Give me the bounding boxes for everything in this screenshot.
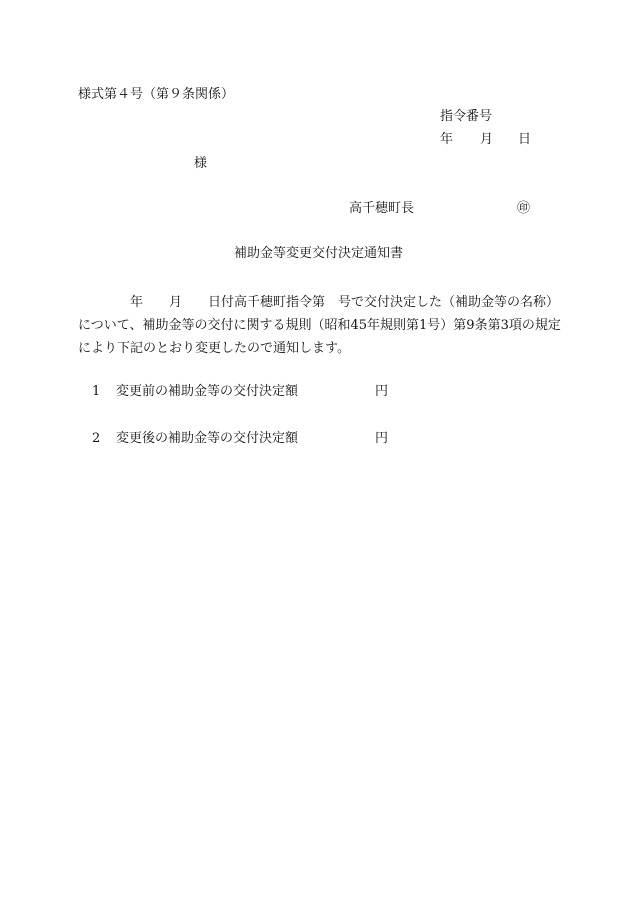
command-number-label: 指令番号 xyxy=(440,109,493,124)
date-day: 日 xyxy=(518,132,532,147)
body-line-3: により下記のとおり変更したので通知します。 xyxy=(78,341,350,356)
date-year: 年 xyxy=(440,132,454,147)
addressee-suffix: 様 xyxy=(194,156,208,171)
sender-name: 高千穂町長 xyxy=(349,201,415,216)
form-reference: 様式第４号（第９条関係） xyxy=(78,87,235,102)
item-number: 2 xyxy=(92,431,101,446)
item-before-amount xyxy=(92,383,389,401)
date-month: 月 xyxy=(480,132,494,147)
body-paragraph xyxy=(78,291,561,360)
seal-mark: ㊞ xyxy=(517,201,531,216)
document-title: 補助金等変更交付決定通知書 xyxy=(234,246,404,261)
date-line xyxy=(440,131,531,149)
item-label: 変更前の補助金等の交付決定額 xyxy=(116,384,299,399)
item-label: 変更後の補助金等の交付決定額 xyxy=(116,431,299,446)
item-unit: 円 xyxy=(375,431,389,446)
item-after-amount xyxy=(92,430,389,448)
body-line-2: について、補助金等の交付に関する規則（昭和45年規則第1号）第9条第3項の規定 xyxy=(78,318,561,333)
body-line-1: 年 月 日付高千穂町指令第 号で交付決定した（補助金等の名称） xyxy=(78,295,560,310)
item-unit: 円 xyxy=(375,384,389,399)
item-number: 1 xyxy=(92,384,101,399)
